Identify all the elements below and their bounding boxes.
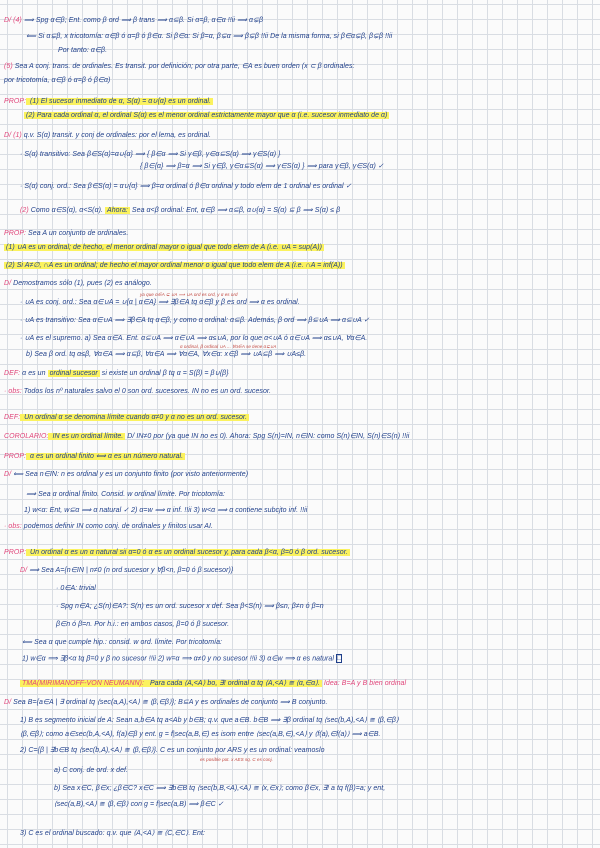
note-text: Como α∈S(α), α<S(α). xyxy=(28,207,105,214)
note-line xyxy=(0,97,600,106)
note-text: · ∪A es transitivo: Sea α∈∪A ⟹ ∃β∈A tq α∈β, y como α ordinal: α⊆β. Además, β ord ⟹ β⊆∪A ⟹ α⊆∪A ✓ xyxy=(20,317,370,324)
note-line xyxy=(0,716,600,725)
note-line xyxy=(0,387,600,396)
note-text: α es un ordinal finito ⟺ α es un número natural. xyxy=(28,453,184,460)
note-text: Sea A un conjunto de ordinales. xyxy=(26,230,129,237)
note-text: PROP: xyxy=(4,230,27,237)
note-line xyxy=(0,755,600,764)
note-text: TMA(MIRIMANOFF-VON NEUMANN): xyxy=(22,680,144,687)
note-text: ⟸ Si α⊊β, x tricotomía: α∈β ó α=β ó β∈α. Si β∈α: Si β=α, β⊊α ⟹ β⊊β !!ii De la misma forma, si β∈α⊊β, β⊊β !!ii xyxy=(26,33,393,40)
note-text: Sea A conj. trans. de ordinales. Es transit. por definición; por otra parte, ∈A es buen orden (x ⊂ β ordinales: xyxy=(12,63,355,70)
note-line xyxy=(0,746,600,755)
note-text: DEF: xyxy=(4,370,21,377)
note-text: · ∪A es el supremo. a) Sea α∈A. Ent. α⊆∪A ⟹ α∈∪A ⟹ α≤∪A, por lo que α<∪A ó α∈∪A ⟹ α≤∪A, ∀α∈A. xyxy=(20,335,368,342)
note-line xyxy=(0,279,600,288)
note-line xyxy=(0,800,600,809)
note-text: a) C conj. de ord. x def. xyxy=(54,767,129,774)
note-line xyxy=(0,316,600,325)
note-text: · 0∈A: trivial xyxy=(56,585,96,592)
note-line xyxy=(0,654,600,663)
note-text: D/ xyxy=(4,699,12,706)
note-text: ya que α∈A ⊆ ∪A ⟹ ∪A ord es ord, y α es ord xyxy=(140,292,238,297)
note-line xyxy=(0,182,600,191)
note-line xyxy=(0,506,600,515)
note-text: COROLARIO: xyxy=(4,433,49,440)
note-text: ⟸ Sea n∈IN: n es ordinal y es un conjunto finito (por visto anteriormente) xyxy=(11,471,249,478)
note-line xyxy=(0,76,600,85)
note-text: ⟨sec(a,B),<A⟩ ≅ ⟨β,∈β⟩ con g = f|sec(a,B) ⟹ β∈C ✓ xyxy=(54,801,224,808)
note-line xyxy=(0,698,600,707)
note-line xyxy=(0,46,600,55)
note-text: Sea α<β ordinal: Ent, α∈β ⟹ α⊆β, α∪{α} = S(α) ⊆ β ⟹ S(α) ≤ β xyxy=(129,207,341,214)
note-line xyxy=(0,16,600,25)
note-text: PROP: xyxy=(4,453,27,460)
note-line xyxy=(0,261,600,270)
note-text: Por tanto: α∈β. xyxy=(58,47,108,54)
note-text: Un ordinal α es un α natural sii α=0 ó α es un ordinal sucesor y, para cada β<α, β=0 ó β ord. sucesor. xyxy=(28,549,348,556)
note-line xyxy=(0,131,600,140)
note-text: D/ xyxy=(4,280,12,287)
note-line xyxy=(0,766,600,775)
note-text: (2) Para cada ordinal α, el ordinal S(α) es el menor ordinal estrictamente mayor que α (i.e. sucesor inmediato de α) xyxy=(26,112,388,119)
note-text: α ordinal, β ordinal ∪A ... ∀α∈A se tiene α⊆∪A xyxy=(180,344,277,349)
note-line xyxy=(0,432,600,441)
note-line xyxy=(0,413,600,422)
note-text: 1) w<α: Ent, w⊆α ⟹ α natural ✓ xyxy=(24,507,130,514)
note-line xyxy=(0,150,600,159)
note-line xyxy=(0,32,600,41)
note-line xyxy=(0,490,600,499)
note-line xyxy=(0,470,600,479)
note-text: D/ (4) xyxy=(4,17,22,24)
note-text: es posible pot. x AES sq. C es conj. xyxy=(200,757,273,762)
note-text: 1) w∈α ⟹ ∃β<α tq β=0 y β no sucesor !!ii 2) w=α ⟹ α≠0 y no sucesor !!ii 3) α∈w ⟹ α es natural xyxy=(22,655,336,663)
note-text: Un ordinal α se denomina límite cuando α≠0 y α no es un ord. sucesor. xyxy=(22,414,248,421)
note-text: { β∈{α} ⟹ β=α ⟹ Si γ∈β, γ∈α⊆S(α) ⟹ γ∈S(α) } ⟹ para γ∈β, γ∈S(α) ✓ xyxy=(140,163,384,170)
note-line xyxy=(0,206,600,215)
note-line xyxy=(0,243,600,252)
note-text: por tricotomía, α∈β ó α=β ó β∈α) xyxy=(4,77,111,84)
note-text: Ahora: xyxy=(106,207,128,214)
note-text: □ xyxy=(336,655,342,662)
note-text: IN es un ordinal límite. xyxy=(50,433,124,440)
note-line xyxy=(0,111,600,120)
note-line xyxy=(0,62,600,71)
note-text: (1) El sucesor inmediato de α, S(α) = α∪{α} es un ordinal. xyxy=(28,98,212,105)
note-text: Todos los nº naturales salvo el 0 son ord. sucesores. IN no es un ord. sucesor. xyxy=(21,388,272,395)
note-line xyxy=(0,679,600,688)
note-text: (1) ∪A es un ordinal; de hecho, el menor ordinal mayor o igual que todo elem de A (i.e. ∪A = sup(A)) xyxy=(6,244,322,251)
note-text: ⟨β,∈β⟩; como a∈sec(b,A,<A), f(a)∈β y ent. g = f|sec(a,B,∈) es isom entre ⟨sec(a,B,∈),<A⟩ y ⟨f(a),∈f(a)⟩ ⟹ a∈B. xyxy=(20,731,381,738)
note-line xyxy=(0,298,600,307)
note-line xyxy=(0,620,600,629)
note-text: Sea B={a∈A | ∃ ordinal tq ⟨sec(a,A),<A⟩ ≅ ⟨β,∈β⟩}; B⊆A y es ordinales de conjunto ⟹ B conjunto. xyxy=(11,699,328,706)
note-text: ⟹ Sea α ordinal finito. Consid. w ordinal límite. Por tricotomía: xyxy=(26,491,225,498)
note-line xyxy=(0,829,600,838)
note-line xyxy=(0,350,600,359)
note-text: 2) α=w ⟹ α inf. !!ii 3) w<α ⟹ α contiene subcjto inf. !!ii xyxy=(129,507,308,514)
note-text: ⟸ Sea α que cumple hip.: consid. w ord. límite. Por tricotomía: xyxy=(22,639,223,646)
note-line xyxy=(0,229,600,238)
note-text: Para cada ⟨A,<A⟩ bo, ∃! ordinal α tq ⟨A,<A⟩ ≅ ⟨α,∈α⟩. xyxy=(147,680,320,687)
note-text: Demostramos sólo (1), pues (2) es análogo. xyxy=(11,280,152,287)
note-line xyxy=(0,784,600,793)
note-text: · S(α) conj. ord.: Sea β∈S(α) = α∪{α} ⟹ β=α ordinal ó β∈α ordinal y todo elem de 1 ordinal es ordinal ✓ xyxy=(20,183,352,190)
note-text: D/ IN≠0 por (ya que IN no es 0). Ahora: Spg S(n)=IN, n∈IN: como S(n)∈IN, S(n)∈S(n) !!ii xyxy=(125,433,410,440)
note-text: (2) Si A≠∅, ∩A es un ordinal; de hecho el mayor ordinal menor o igual que todo elem de A (i.e. ∩A = inf(A)) xyxy=(6,262,343,269)
note-text: ⟹ Spg α∈β; Ent. como β ord ⟹ β trans ⟹ α⊆β. Si α=β, α∈α !!ii ⟹ α⊊β xyxy=(21,17,264,24)
note-line xyxy=(0,548,600,557)
note-text: D/ xyxy=(20,567,28,574)
note-line xyxy=(0,602,600,611)
note-text: (2) xyxy=(20,207,29,214)
note-line xyxy=(0,369,600,378)
note-line xyxy=(0,566,600,575)
note-text: Idea: B=A y B bien ordinal xyxy=(321,680,407,687)
note-text: · S(α) transitivo: Sea β∈S(α)=α∪{α} ⟹ { β∈α ⟹ Si γ∈β, γ∈α⊆S(α) ⟹ γ∈S(α) } xyxy=(20,151,281,158)
note-line xyxy=(0,584,600,593)
note-line xyxy=(0,522,600,531)
note-text: · Spg n∈A; ¿S(n)∈A?: S(n) es un ord. sucesor x def. Sea β<S(n) ⟹ β≤n, β≠n ó β=n xyxy=(56,603,324,610)
note-text: 1) B es segmento inicial de A: Sean a,b∈A tq a<Ab y b∈B; q.v. que a∈B. b∈B ⟹ ∃β ordinal tq ⟨sec(b,A),<A⟩ ≅ ⟨β,∈β⟩ xyxy=(20,717,399,724)
note-line xyxy=(0,638,600,647)
note-line xyxy=(0,730,600,739)
note-text: 2) C={β | ∃b∈B tq ⟨sec(b,A),<A⟩ ≅ ⟨β,∈β⟩}. C es un conjunto por ARS y es un ordinal: veamoslo xyxy=(20,747,325,754)
note-text: b) Sea β ord. tq α≤β, ∀α∈A ⟹ α⊆β, ∀α∈A ⟹ ∀α∈A, ∀x∈α: x∈β ⟹ ∪A⊆β ⟹ ∪A≤β. xyxy=(26,351,307,358)
note-text: ordinal sucesor xyxy=(49,370,98,377)
note-text: ⟹ Sea A={n∈IN | n≠0 (n ord sucesor y ∀β<n, β=0 ó β sucesor)} xyxy=(27,567,234,574)
note-text: 3) C es el ordinal buscado: q.v. que ⟨A,<A⟩ ≅ ⟨C,∈C⟩. Ent: xyxy=(20,830,205,837)
note-text: DEF: xyxy=(4,414,21,421)
note-text: q.v. S(α) transit. y conj de ordinales: por el lema, es ordinal. xyxy=(21,132,212,139)
note-text: podemos definir IN como conj. de ordinales y finitos usar AI. xyxy=(21,523,213,530)
note-text: (5) xyxy=(4,63,13,70)
note-text: PROP: xyxy=(4,98,27,105)
note-text: · ∪A es conj. ord.: Sea α∈∪A = ∪{α | α∈A} ⟹ ∃β∈A tq α∈β y β es ord ⟹ α es ordinal. xyxy=(20,299,300,306)
note-text: D/ (1) xyxy=(4,132,22,139)
note-line xyxy=(0,162,600,171)
note-text: · obs: xyxy=(4,523,22,530)
note-text: · obs: xyxy=(4,388,22,395)
note-text: b) Sea x∈C, β∈x; ¿β∈C? x∈C ⟹ ∃b∈B tq ⟨sec(b,B,<A),<A⟩ ≅ ⟨x,∈x⟩; como β∈x, ∃! a tq f(β)=a; y ent, xyxy=(54,785,386,792)
note-text: PROP: xyxy=(4,549,27,556)
note-text: β∈n ó β=n. Por h.i.: en ambos casos, β=0 ó β sucesor. xyxy=(56,621,230,628)
note-text: si existe un ordinal β tq α = S(β) = β∪{β} xyxy=(99,370,229,377)
note-text: D/ xyxy=(4,471,12,478)
note-text: α es un xyxy=(20,370,48,377)
note-line xyxy=(0,452,600,461)
